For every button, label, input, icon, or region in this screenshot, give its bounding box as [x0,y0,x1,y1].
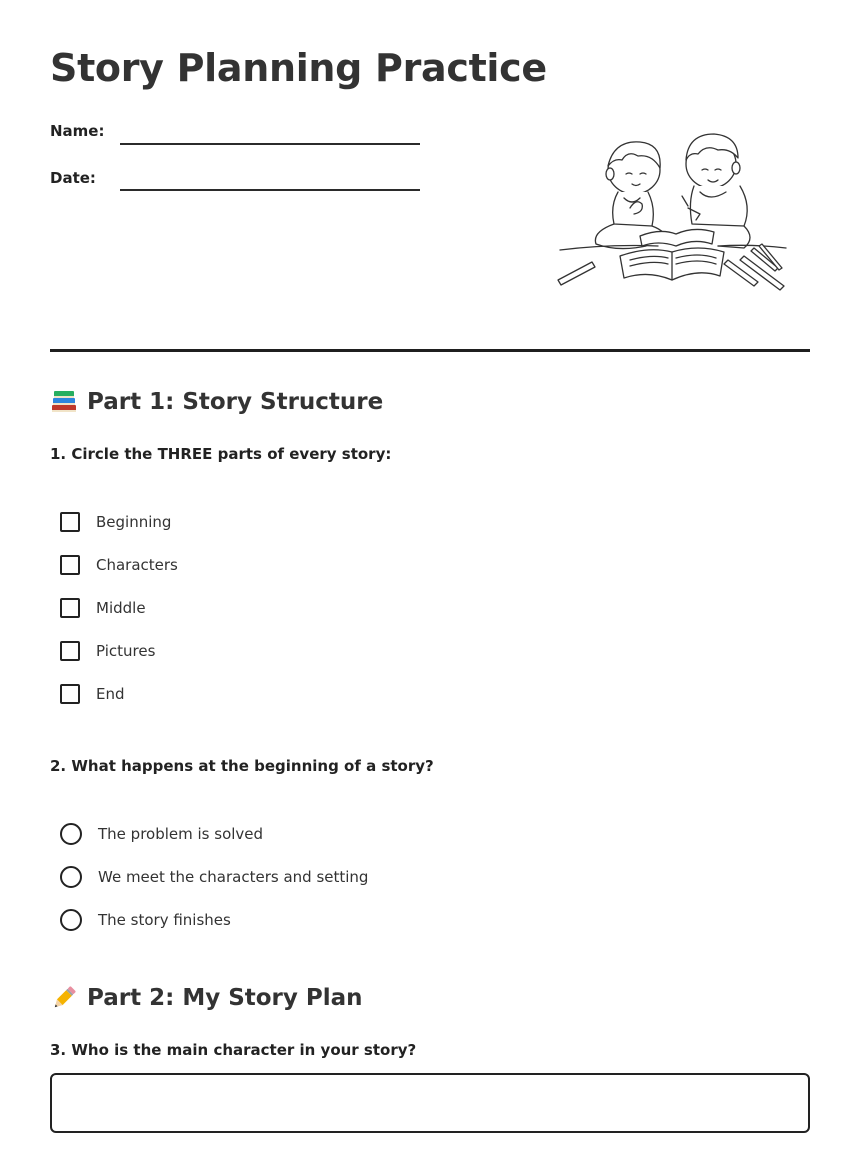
checkbox[interactable] [60,684,80,704]
option-label: We meet the characters and setting [98,868,369,886]
q1-option-beginning[interactable] [60,509,171,535]
q2-option-2[interactable] [60,864,368,890]
radio-button[interactable] [60,823,82,845]
date-field[interactable] [120,189,420,191]
option-label: Pictures [96,642,156,660]
q1-option-end[interactable] [60,681,125,707]
name-field[interactable] [120,143,420,145]
q1-option-middle[interactable] [60,595,146,621]
page-title: Story Planning Practice [50,46,547,90]
checkbox[interactable] [60,512,80,532]
q1-option-pictures[interactable] [60,638,155,664]
radio-button[interactable] [60,909,82,931]
section-divider [50,349,810,352]
part2-title [50,984,363,1012]
option-label: Characters [96,556,178,574]
checkbox[interactable] [60,598,80,618]
radio-button[interactable] [60,866,82,888]
children-reading-illustration [548,128,793,298]
part2-title-text: Part 2: My Story Plan [87,985,363,1011]
option-label: Middle [96,599,146,617]
part1-title [50,388,383,416]
question-3: 3. Who is the main character in your story? [50,1041,417,1059]
pencil-icon [50,984,78,1012]
question-1: 1. Circle the THREE parts of every story: [50,445,392,463]
part1-title-text: Part 1: Story Structure [87,389,384,415]
checkbox[interactable] [60,555,80,575]
q1-option-characters[interactable] [60,552,178,578]
q2-option-1[interactable] [60,821,263,847]
name-label: Name: [50,122,105,140]
date-label: Date: [50,169,96,187]
books-icon [50,388,78,416]
option-label: End [96,685,125,703]
option-label: Beginning [96,513,172,531]
option-label: The problem is solved [98,825,264,843]
question-2: 2. What happens at the beginning of a story? [50,757,434,775]
main-character-answer-input[interactable] [50,1073,810,1133]
checkbox[interactable] [60,641,80,661]
option-label: The story finishes [98,911,231,929]
q2-option-3[interactable] [60,907,231,933]
